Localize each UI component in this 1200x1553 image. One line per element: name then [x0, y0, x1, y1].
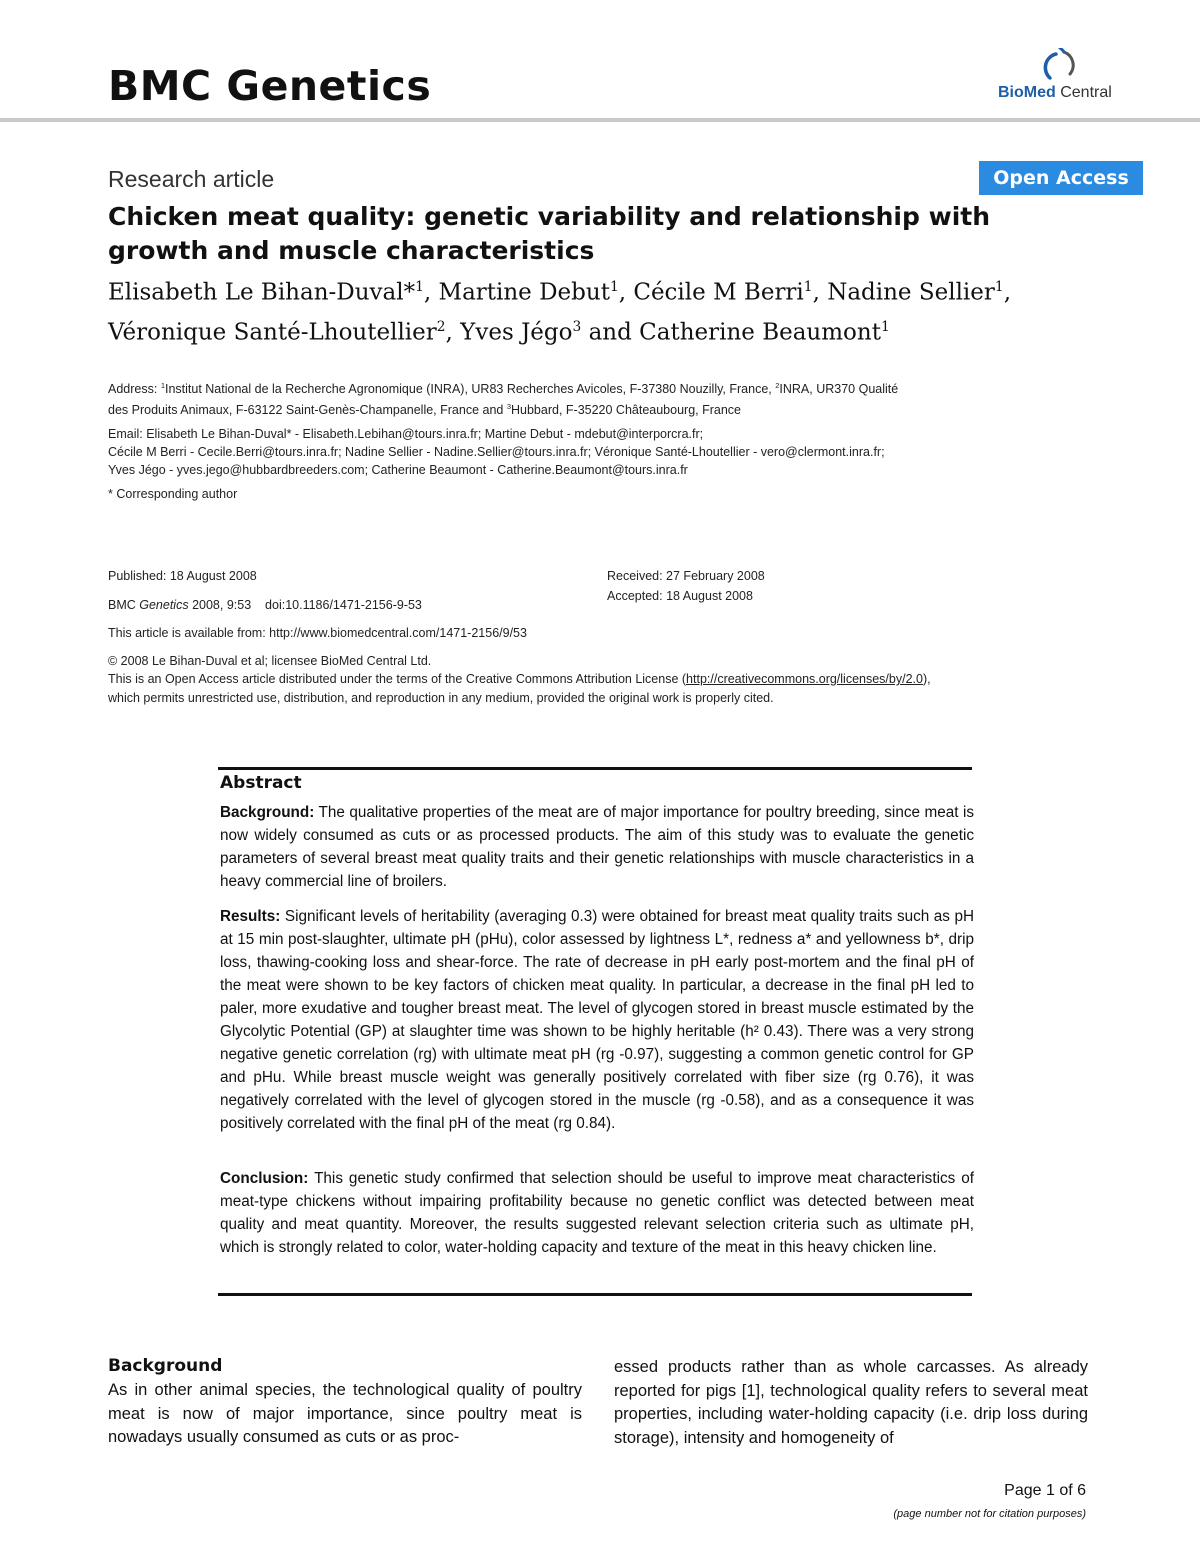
license-notice-continued: which permits unrestricted use, distribution, and reproduction in any medium, provided the original work is properly cited. [108, 691, 774, 705]
received-date: Received: 27 February 2008 [607, 569, 765, 583]
authors-line-2: Véronique Santé-Lhoutellier$^2$, Yves Jégo$^3$ and Catherine Beaumont$^1$ [108, 318, 890, 346]
abstract-bottom-rule [218, 1293, 972, 1296]
author-emails [108, 425, 1098, 479]
body-column-right: essed products rather than as whole carcasses. As already reported for pigs [1], technological quality refers to several meat properties, including water-holding capacity (i.e. drip loss during storage), intensity and homogeneity of [614, 1358, 1088, 1447]
biomed-logo-icon [998, 48, 1138, 88]
license-link[interactable]: http://creativecommons.org/licenses/by/2.0 [686, 672, 923, 686]
citation: BMC Genetics 2008, 9:53 doi:10.1186/1471-2156-9-53 [108, 598, 422, 612]
publisher-name: BioMed Central [998, 84, 1112, 101]
abstract-results: Results: Significant levels of heritability (averaging 0.3) were obtained for breast meat quality traits such as pH at 15 min post-slaughter, ultimate pH (pHu), color assessed by lightness L*, redness a* and yellowness b*, drip loss, thawing-cooking loss and shear-force. The rate of decrease in pH early post-mortem and the final pH of the meat were shown to be key factors of chicken meat quality. In particular, a decrease in the final pH led to paler, more exudative and tougher breast meat. The level of glycogen stored in breast muscle estimated by the Glycolytic Potential (GP) at slaughter time was shown to be highly heritable (h² 0.43). There was a very strong negative genetic correlation (rg) with ultimate meat pH (rg -0.97), suggesting a common genetic control for GP and pHu. While breast muscle weight was generally positively correlated with fiber size (rg 0.76), it was negatively correlated with the level of glycogen stored in the muscle (rg -0.58), and as a consequence it was positively correlated with the final pH of the meat (rg 0.84). [220, 908, 974, 1132]
authors-line-1: Elisabeth Le Bihan-Duval*$^1$, Martine Debut$^1$, Cécile M Berri$^1$, Nadine Sellier$^1$, [108, 279, 1011, 306]
published-date: Published: 18 August 2008 [108, 569, 257, 583]
abstract-conclusion: Conclusion: This genetic study confirmed that selection should be useful to improve meat characteristics of meat-type chickens without impairing profitability because no genetic conflict was detected between meat quality and meat quantity. Moreover, the results suggested relevant selection criteria such as ultimate pH, which is strongly related to color, water-holding capacity and texture of the meat in this heavy chicken line. [220, 1170, 974, 1256]
open-access-badge: Open Access [979, 161, 1143, 195]
article-type: Research article [108, 166, 275, 192]
corresponding-author-note: * Corresponding author [108, 487, 238, 501]
license-notice: This is an Open Access article distributed under the terms of the Creative Commons Attribution License (http://creativecommons.org/licenses/by/2.0), [108, 672, 931, 686]
email-line[interactable]: Cécile M Berri - Cecile.Berri@tours.inra.fr; Nadine Sellier - Nadine.Sellier@tours.inra.fr; Véronique Santé-Lhoutellier - vero@clermont.inra.fr; [108, 445, 885, 459]
title-line-1: Chicken meat quality: genetic variability and relationship with [108, 202, 991, 231]
accepted-date: Accepted: 18 August 2008 [607, 589, 753, 603]
abstract-top-rule [218, 767, 972, 770]
title-line-2: growth and muscle characteristics [108, 236, 595, 265]
email-line[interactable]: Yves Jégo - yves.jego@hubbardbreeders.com; Catherine Beaumont - Catherine.Beaumont@tours.inra.fr [108, 463, 688, 477]
author-list [108, 270, 1108, 349]
email-line[interactable]: Email: Elisabeth Le Bihan-Duval* - Elisabeth.Lebihan@tours.inra.fr; Martine Debut - mdebut@interporcra.fr; [108, 427, 704, 441]
page-number-note: (page number not for citation purposes) [893, 1508, 1086, 1520]
abstract-background: Background: The qualitative properties of the meat are of major importance for poultry breeding, since meat is now widely consumed as cuts or as processed products. The aim of this study was to evaluate the genetic parameters of several breast meat quality traits and their genetic relationships with muscle characteristics in a heavy commercial line of broilers. [220, 804, 974, 890]
page-number: Page 1 of 6 [1004, 1482, 1086, 1499]
section-heading-background: Background [108, 1356, 223, 1376]
journal-title: BMC Genetics [108, 62, 432, 110]
abstract-heading: Abstract [220, 773, 302, 793]
header-rule [0, 118, 1200, 122]
author-address: Address: $^1$Institut National de la Recherche Agronomique (INRA), UR83 Recherches Avicoles, F-37380 Nouzilly, France, $^2$INRA, UR370 Qualité des Produits Animaux, F-63122 Saint-Genès-Champanelle, France and $^3$Hubbard, F-35220 Châteaubourg, France [108, 381, 899, 418]
body-column-left: As in other animal species, the technological quality of poultry meat is now of major importance, since poultry meat is nowadays usually consumed as cuts or as proc- [108, 1381, 582, 1446]
publisher-logo[interactable] [998, 48, 1138, 108]
article-title [108, 200, 1068, 268]
article-url[interactable]: This article is available from: http://www.biomedcentral.com/1471-2156/9/53 [108, 626, 527, 640]
copyright-notice: © 2008 Le Bihan-Duval et al; licensee BioMed Central Ltd. [108, 654, 432, 668]
